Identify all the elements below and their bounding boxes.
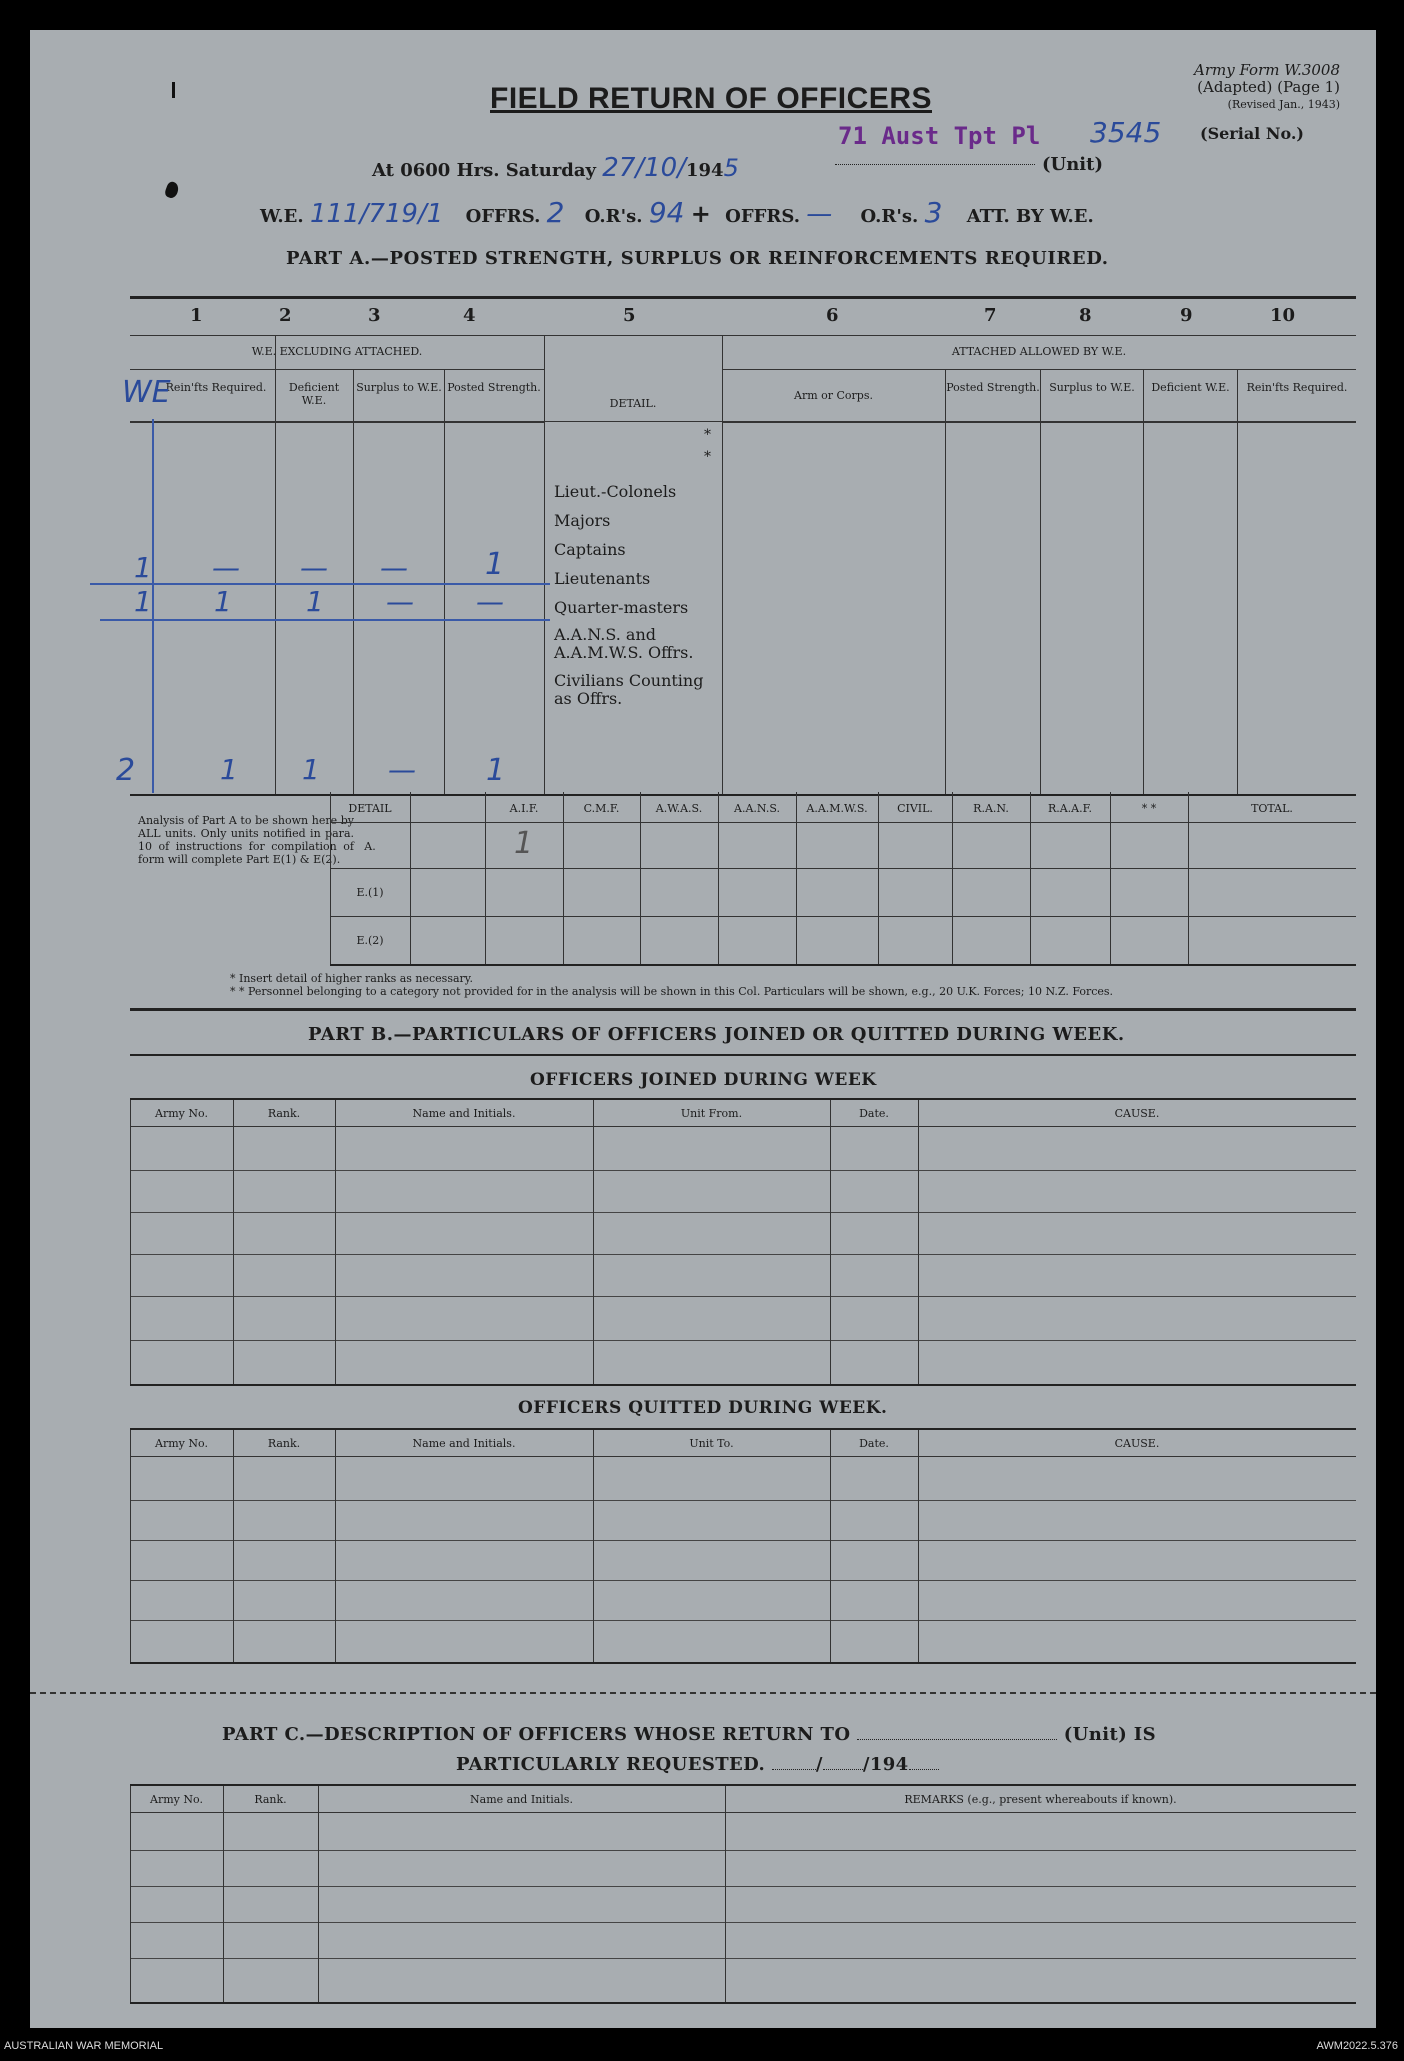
quitted-header-army-no: Army No. — [155, 1437, 208, 1450]
header-posted-strength: Posted Strength. — [447, 381, 541, 394]
hand-total-col4: 1 — [486, 753, 506, 788]
analysis-header-civil: CIVIL. — [897, 802, 933, 815]
analysis-header-cmf: C.M.F. — [583, 802, 620, 815]
part-c-date-sep: / — [815, 1754, 823, 1775]
year-handwritten: 5 — [723, 154, 739, 182]
form-number: Army Form W.3008 — [1194, 61, 1340, 79]
detail-header: DETAIL. — [609, 397, 657, 410]
header-reinfts-required: Rein'fts Required. — [165, 381, 267, 394]
analysis-header-ran: R.A.N. — [973, 802, 1009, 815]
we-line — [260, 196, 1094, 229]
date-handwritten: 27/10/ — [602, 153, 686, 183]
hand-row1-col2: — — [300, 551, 328, 584]
we-value-handwritten: 111/719/1 — [309, 199, 444, 229]
star-2: * — [704, 449, 711, 465]
joined-table — [130, 1098, 1356, 1386]
att-label: ATT. BY W.E. — [966, 206, 1094, 227]
part-c-year: /194 — [862, 1754, 909, 1775]
joined-header-name: Name and Initials. — [412, 1107, 516, 1120]
quitted-table — [130, 1428, 1356, 1664]
part-b-title: PART B.—PARTICULARS OF OFFICERS JOINED OR QUITTED DURING WEEK. — [308, 1024, 1125, 1045]
analysis-header-detail: DETAIL — [348, 802, 392, 815]
hand-row2-col3: — — [386, 585, 414, 618]
header-deficient-we: Deficient W.E. — [288, 381, 340, 407]
hand-row2-col2: 1 — [306, 585, 324, 618]
header-att-posted-strength: Posted Strength. — [946, 381, 1040, 394]
header-surplus-to-we: Surplus to W.E. — [356, 381, 442, 394]
star-1: * — [704, 427, 711, 443]
header-arm-or-corps: Arm or Corps. — [794, 389, 873, 402]
rank-lieut-colonels: Lieut.-Colonels — [554, 482, 677, 501]
joined-header-rank: Rank. — [267, 1107, 301, 1120]
rank-lieutenants: Lieutenants — [554, 569, 651, 588]
hand-total-col1: 1 — [220, 753, 238, 786]
analysis-note: Analysis of Part A to be shown here by ALL units. Only units notified in para. 10 of instructions for compilation of form will complete Part E(1) & E(2). — [138, 814, 354, 866]
footnote-2: * * Personnel belonging to a category not provided for in the analysis will be shown in this Col. Particulars will be shown, e.g., 20 U.K. Forces; 10 N.Z. Forces. — [230, 985, 1114, 998]
quitted-header-unit-to: Unit To. — [689, 1437, 734, 1450]
form-revised: (Revised Jan., 1943) — [1227, 98, 1340, 111]
time-label: At 0600 Hrs. Saturday — [372, 160, 597, 181]
part-c-unit-blank — [857, 1739, 1057, 1740]
rank-majors: Majors — [554, 511, 611, 530]
part-c-month-blank — [823, 1769, 863, 1770]
offrs2-label: OFFRS. — [725, 206, 800, 227]
ors-label: O.R's. — [584, 206, 643, 227]
col-number-1: 1 — [190, 305, 203, 326]
hand-row2-lead: 1 — [134, 585, 152, 618]
footnote-1: * Insert detail of higher ranks as necessary. — [230, 972, 474, 985]
col-number-7: 7 — [984, 305, 997, 326]
footer-right: AWM2022.5.376 — [1316, 2040, 1398, 2052]
part-c-title-a: PART C.—DESCRIPTION OF OFFICERS WHOSE RETURN TO — [222, 1724, 851, 1745]
analysis-aif-handwritten: 1 — [514, 826, 534, 861]
form-adapted: (Adapted) (Page 1) — [1197, 78, 1340, 96]
hand-row2-col1: 1 — [214, 585, 232, 618]
serial-label: (Serial No.) — [1200, 124, 1304, 143]
quitted-title: OFFICERS QUITTED DURING WEEK. — [518, 1398, 888, 1418]
unit-stamp: 71 Aust Tpt Pl — [838, 122, 1041, 150]
form-id-block — [1110, 62, 1340, 113]
footer-left: AUSTRALIAN WAR MEMORIAL — [4, 2040, 164, 2052]
col-number-9: 9 — [1180, 305, 1193, 326]
unit-label: (Unit) — [1042, 154, 1103, 175]
part-c-year-blank — [909, 1769, 939, 1770]
analysis-table — [330, 792, 1356, 966]
rank-aans: A.A.N.S. and A.A.M.W.S. Offrs. — [554, 625, 694, 662]
analysis-row-a: A. — [364, 840, 376, 853]
analysis-row-e1: E.(1) — [356, 886, 384, 899]
analysis-row-e2: E.(2) — [356, 934, 384, 947]
part-c-title-line2 — [456, 1754, 939, 1775]
hand-total-lead: 2 — [116, 753, 136, 788]
hand-row1-col3: — — [380, 551, 408, 584]
serial-number-handwritten: 3545 — [1090, 116, 1162, 149]
part-b-rule — [130, 1054, 1356, 1056]
col-number-2: 2 — [279, 305, 292, 326]
part-c-table — [130, 1784, 1356, 2004]
hand-we: WE — [122, 375, 171, 410]
hand-row1-col4: 1 — [485, 547, 505, 582]
ors2-label: O.R's. — [860, 206, 919, 227]
part-c-title-line1 — [222, 1724, 1156, 1745]
offrs-label: OFFRS. — [465, 206, 541, 227]
hand-line-2 — [100, 619, 550, 621]
col-number-6: 6 — [826, 305, 839, 326]
col-number-8: 8 — [1079, 305, 1092, 326]
hand-vertical-line — [152, 419, 154, 793]
quitted-header-name: Name and Initials. — [412, 1437, 516, 1450]
ors-value-handwritten: 94 — [648, 196, 685, 229]
form-page — [30, 30, 1376, 2028]
joined-title: OFFICERS JOINED DURING WEEK — [530, 1070, 877, 1090]
analysis-header-other: * * — [1141, 802, 1157, 815]
part-a-title: PART A.—POSTED STRENGTH, SURPLUS OR REINFORCEMENTS REQUIRED. — [286, 248, 1109, 269]
we-label: W.E. — [260, 206, 304, 227]
analysis-header-aans: A.A.N.S. — [734, 802, 780, 815]
hand-row1-col1: — — [212, 551, 240, 584]
unit-dotted-line — [835, 164, 1035, 165]
rank-list — [554, 477, 720, 708]
pin-mark — [172, 82, 175, 98]
rank-quarter-masters: Quarter-masters — [554, 598, 689, 617]
part-c-header-name: Name and Initials. — [470, 1793, 573, 1806]
rank-civilians: Civilians Counting as Offrs. — [554, 671, 704, 708]
part-c-day-blank — [772, 1769, 816, 1770]
part-c-header-remarks: REMARKS (e.g., present whereabouts if known). — [904, 1793, 1177, 1806]
col-number-3: 3 — [368, 305, 381, 326]
analysis-header-aif: A.I.F. — [509, 802, 539, 815]
header-att-surplus: Surplus to W.E. — [1049, 381, 1135, 394]
ink-blot — [164, 180, 181, 199]
time-line — [372, 153, 739, 183]
quitted-header-rank: Rank. — [267, 1437, 301, 1450]
hand-total-col2: 1 — [302, 753, 320, 786]
offrs2-value-handwritten: — — [806, 199, 833, 229]
part-c-title-b: PARTICULARLY REQUESTED. — [456, 1754, 766, 1775]
group-we-excluding: W.E. EXCLUDING ATTACHED. — [251, 345, 423, 358]
page-title: FIELD RETURN OF OFFICERS — [490, 82, 932, 115]
col-number-5: 5 — [623, 305, 636, 326]
header-att-reinfts: Rein'fts Required. — [1246, 381, 1348, 394]
group-attached-allowed: ATTACHED ALLOWED BY W.E. — [951, 345, 1127, 358]
analysis-footnotes — [230, 972, 1113, 998]
part-c-header-army-no: Army No. — [150, 1793, 203, 1806]
analysis-header-total: TOTAL. — [1251, 802, 1293, 815]
hand-row1-lead: 1 — [134, 551, 152, 584]
part-a-table — [116, 296, 1356, 796]
joined-header-date: Date. — [859, 1107, 889, 1120]
plus-sign: + — [690, 199, 711, 228]
analysis-header-aamws: A.A.M.W.S. — [806, 802, 868, 815]
part-a-bottom-rule — [130, 1008, 1356, 1011]
ors2-value-handwritten: 3 — [924, 196, 943, 229]
col-number-10: 10 — [1270, 305, 1296, 326]
part-c-header-rank: Rank. — [254, 1793, 287, 1806]
header-att-deficient: Deficient W.E. — [1151, 381, 1230, 394]
perforation-line — [30, 1692, 1376, 1694]
part-c-unit-label: (Unit) IS — [1063, 1724, 1157, 1745]
quitted-header-date: Date. — [859, 1437, 889, 1450]
quitted-header-cause: CAUSE. — [1114, 1437, 1160, 1450]
year-prefix: 194 — [685, 160, 724, 181]
col-number-4: 4 — [463, 305, 476, 326]
joined-header-army-no: Army No. — [155, 1107, 208, 1120]
analysis-header-raaf: R.A.A.F. — [1047, 802, 1093, 815]
joined-header-unit-from: Unit From. — [680, 1107, 743, 1120]
analysis-header-awas: A.W.A.S. — [655, 802, 703, 815]
rank-captains: Captains — [554, 540, 626, 559]
joined-header-cause: CAUSE. — [1114, 1107, 1160, 1120]
hand-total-col3: — — [388, 753, 416, 786]
hand-row2-col4: — — [476, 585, 504, 618]
offrs-value-handwritten: 2 — [546, 196, 565, 229]
